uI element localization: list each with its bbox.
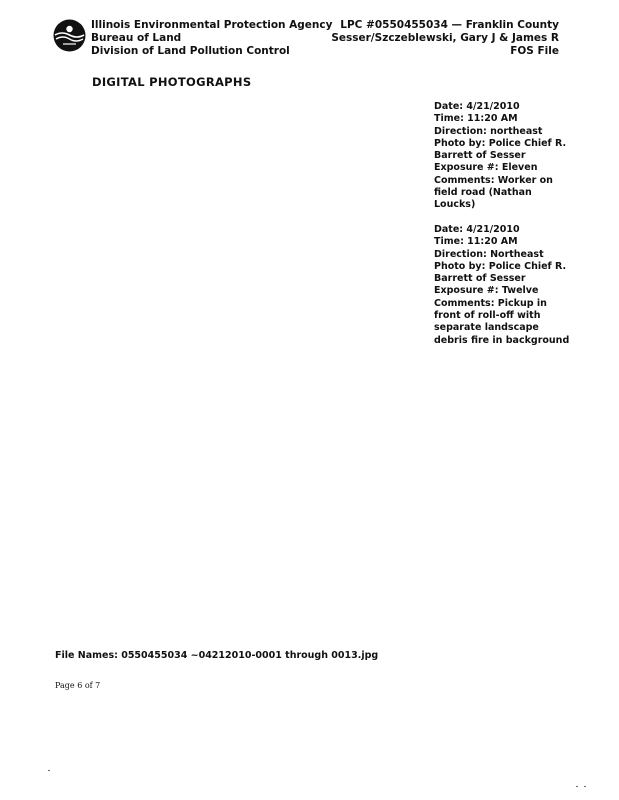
page-number: Page 6 of 7	[55, 681, 101, 690]
photo-comments: Comments: Worker on field road (Nathan Loucks)	[434, 174, 553, 211]
photo-direction: Direction: northeast	[434, 125, 543, 137]
scan-speck	[48, 770, 50, 771]
photo-comments: Comments: Pickup in front of roll-off with separate landscape debris fire in background	[434, 297, 570, 346]
photo-date: Date: 4/21/2010	[434, 224, 520, 235]
photo-direction: Direction: Northeast	[434, 248, 544, 260]
site-name: Sesser/Szczeblewski, Gary J & James R	[331, 32, 559, 44]
agency-name: Illinois Environmental Protection Agency	[91, 19, 333, 31]
bureau-name: Bureau of Land	[91, 32, 182, 44]
division-name: Division of Land Pollution Control	[91, 45, 290, 57]
photo-time: Time: 11:20 AM	[434, 113, 518, 125]
photo-exposure: Exposure #: Eleven	[434, 162, 538, 174]
photo-by: Photo by: Police Chief R. Barrett of Sesser	[434, 260, 567, 285]
photo-info-block	[434, 224, 574, 347]
case-header	[331, 19, 559, 58]
photo-info-block	[434, 101, 574, 212]
photo-date: Date: 4/21/2010	[434, 101, 520, 112]
illinois-epa-logo	[53, 19, 86, 52]
photo-by: Photo by: Police Chief R. Barrett of Sesser	[434, 137, 567, 162]
scan-speck	[576, 786, 578, 787]
file-type: FOS File	[510, 45, 559, 57]
file-names: File Names: 0550455034 ~04212010-0001 through 0013.jpg	[55, 650, 379, 661]
photo-exposure: Exposure #: Twelve	[434, 285, 539, 297]
case-number: LPC #0550455034 — Franklin County	[340, 19, 559, 31]
photo-time: Time: 11:20 AM	[434, 236, 518, 248]
section-title: DIGITAL PHOTOGRAPHS	[92, 75, 252, 89]
scan-speck	[584, 786, 586, 787]
agency-header	[91, 19, 332, 58]
